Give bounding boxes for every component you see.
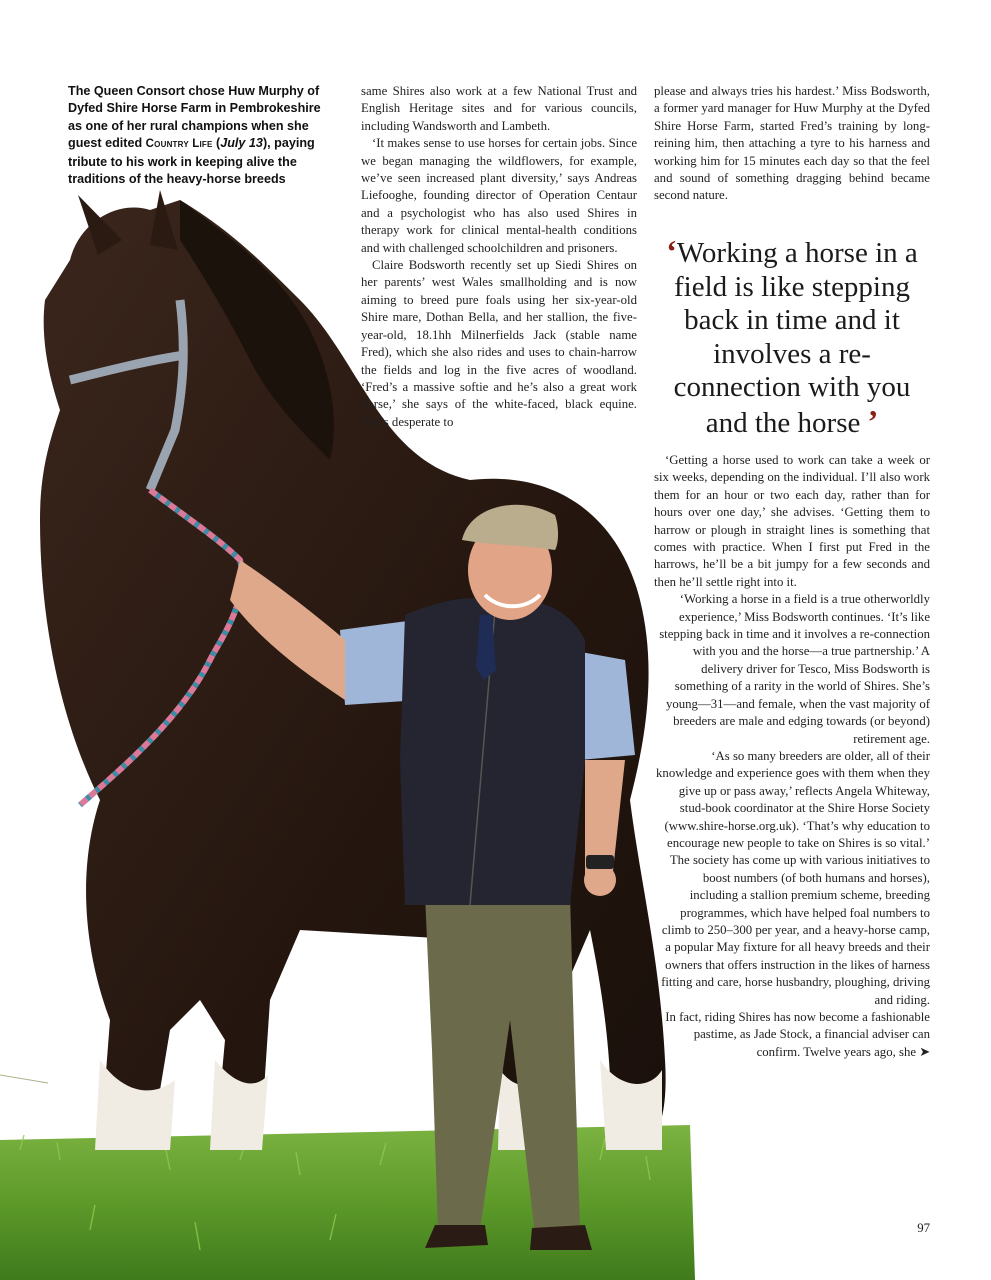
- pull-quote-text: Working a horse in a field is like stepping back in time and it involves a re-connection with you and the horse: [673, 237, 918, 439]
- close-quote-mark: ’: [867, 402, 879, 439]
- article-column-3-top: [654, 83, 930, 205]
- pull-quote: [654, 235, 930, 440]
- paragraph-text: In fact, riding Shires has now become a fashionable pastime, as Jade Stock, a financial adviser can confirm. Twelve years ago, she: [665, 1010, 930, 1059]
- paragraph: ‘Getting a horse used to work can take a week or six weeks, depending on the individual. I’ll also work them for an hour or two each day, rather than for hours over one day,’ she advises. ‘Getting them to harrow or plough in straight lines is something that comes with practice. When I first put Fred in the harrows, he’ll be a bit jumpy for a few seconds and then he’ll settle right into it.: [654, 453, 930, 589]
- page-number: 97: [917, 1221, 930, 1235]
- photo-caption: [68, 83, 330, 188]
- paragraph: Claire Bodsworth recently set up Siedi Shires on her parents’ west Wales smallholding and is now aiming to breed pure foals using her six-year-old Shire mare, Dothan Bella, and her stallion, the five-year-old, 18.1hh Milnerfields Jack (stable name Fred), which she also rides and uses to chain-harrow the fields and log in the five acres of woodland. ‘Fred’s a massive softie and he’s also a great work horse,’ she says of the white-faced, black equine. ‘He’s desperate to: [361, 258, 637, 429]
- paragraph: [654, 1009, 930, 1061]
- caption-text-2: (: [212, 136, 221, 151]
- paragraph: ‘It makes sense to use horses for certain jobs. Since we began managing the wildflowers, for example, we’ve seen increased plant diversity,’ says Andreas Liefooghe, founding director of Operation Centaur and a psychologist who has also used Shires in therapy work for clinical mental-health conditions and with challenged schoolchildren and prisoners.: [361, 136, 637, 255]
- magazine-name: Country Life: [145, 138, 213, 151]
- continue-arrow-icon: ➤: [919, 1044, 930, 1059]
- caption-date: July 13: [220, 136, 263, 151]
- paragraph: ‘Working a horse in a field is a true otherworldly experience,’ Miss Bodsworth continues. ‘It’s like stepping back in time and it involves a re-connection with you and the horse—a true partnership.’ A delivery driver for Tesco, Miss Bodsworth is something of a rarity in the world of Shires. She’s young—31—and female, when the vast majority of breeders are male and edging towards (or beyond) retirement age.: [659, 592, 930, 746]
- article-column-3-bottom: [654, 452, 930, 1061]
- paragraph: ‘As so many breeders are older, all of their knowledge and experience goes with them when they give up or pass away,’ reflects Angela Whiteway, stud-book coordinator at the Shire Horse Society (www.shire-horse.org.uk). ‘That’s why education to encourage new people to take on Shires is so vital.’ The society has come up with various initiatives to boost numbers (of both humans and horses), including a stallion premium scheme, breeding programmes, which have helped foal numbers to climb to 250–300 per year, and a heavy-horse camp, a popular May fixture for all heavy breeds and their owners that offers instruction in the likes of harness fitting and care, horse husbandry, ploughing, driving and riding.: [656, 748, 930, 1007]
- caption-text-3: ), paying tribute to his work in keeping alive the traditions of the heavy-horse breeds: [68, 136, 315, 187]
- open-quote-mark: ‘: [666, 233, 677, 269]
- paragraph: same Shires also work at a few National Trust and English Heritage sites and for various councils, including Wandsworth and Lambeth.: [361, 84, 637, 133]
- paragraph: please and always tries his hardest.’ Miss Bodsworth, a former yard manager for Huw Murphy at the Dyfed Shire Horse Farm, started Fred’s training by long-reining him, then attaching a tyre to his harness and working him for 15 minutes each day so that the feel and sound of something dragging behind became second nature.: [654, 84, 930, 203]
- article-column-2: [361, 83, 637, 431]
- caption-text-1: The Queen Consort chose Huw Murphy of Dyfed Shire Horse Farm in Pembrokeshire as one of her rural champions when she guest edited: [68, 84, 321, 151]
